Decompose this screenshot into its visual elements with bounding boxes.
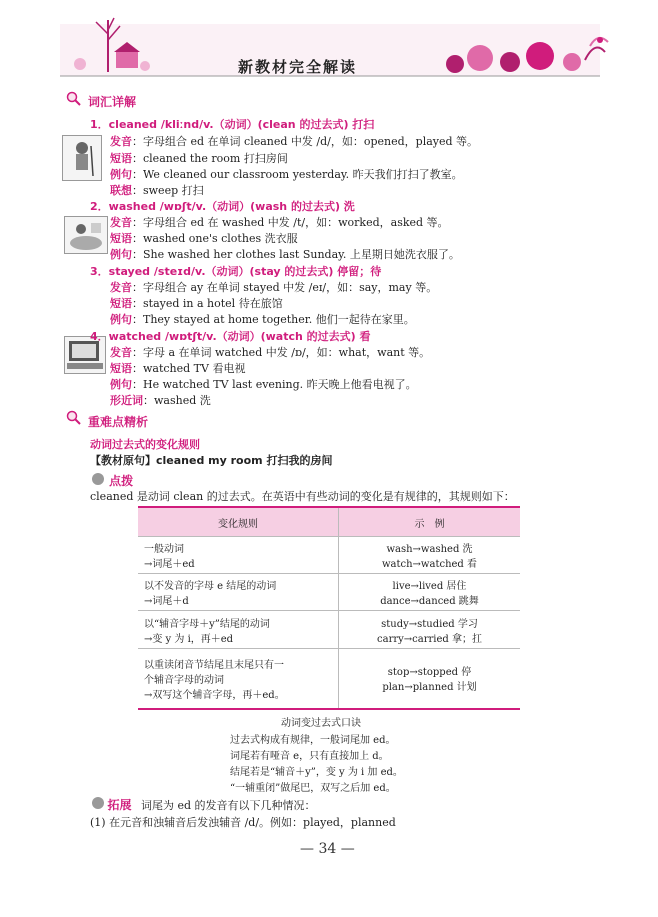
vocab-line: 短语：watched TV 看电视 <box>110 362 246 375</box>
extension-item: (1) 在元音和浊辅音后发浊辅音 /d/。例如：played，planned <box>90 816 396 829</box>
vocab-line: 发音：字母组合 ed 在 washed 中发 /t/，如：worked，asked 等。 <box>110 216 449 229</box>
tip-badge-icon <box>92 473 104 485</box>
vocab-line: 例句：They stayed at home together. 他们一起待在家里。 <box>110 313 415 326</box>
rhyme-title: 动词变过去式口诀 <box>281 718 361 729</box>
table-row: 以“辅音字母＋y”结尾的动词 →变 y 为 i，再＋ed study→studied 学习 carry→carried 拿；扛 <box>138 611 520 649</box>
vocab-line: 例句：She washed her clothes last Sunday. 上星期日她洗衣服了。 <box>110 248 460 261</box>
page-number: — 34 — <box>300 841 355 857</box>
vocab-entry-head: 1．cleaned /kliːnd/v.（动词）(clean 的过去式) 打扫 <box>90 118 375 131</box>
vocab-line: 发音：字母 a 在单词 watched 中发 /ɒ/，如：what，want 等。 <box>110 346 431 359</box>
extension-heading: 拓展 词尾为 ed 的发音有以下几种情况： <box>92 796 316 813</box>
header-title: 新教材完全解读 <box>238 58 358 76</box>
rhyme-line: 词尾若有哑音 e，只有直接加上 d。 <box>230 751 389 762</box>
vocab-entry-head: 3．stayed /steɪd/v.（动词）(stay 的过去式) 停留；待 <box>90 265 382 278</box>
section-title-key: 重难点精析 <box>88 415 149 429</box>
page-header <box>0 0 658 92</box>
table-row: 一般动词 →词尾＋ed wash→washed 洗 watch→watched 看 <box>138 537 520 574</box>
header-decoration-icon <box>0 0 658 92</box>
extension-badge-icon <box>92 797 104 809</box>
section-title-vocab: 词汇详解 <box>88 95 137 109</box>
magnifier-icon <box>66 410 82 426</box>
vocab-line: 短语：stayed in a hotel 待在旅馆 <box>110 297 283 310</box>
source-sentence: 【教材原句】cleaned my room 打扫我的房间 <box>90 454 333 467</box>
magnifier-icon <box>66 91 82 107</box>
table-header: 示 例 <box>339 507 521 537</box>
table-row: 以重读闭音节结尾且末尾只有一 个辅音字母的动词 →双写这个辅音字母，再＋ed。 stop→stopped 停 plan→planned 计划 <box>138 649 520 709</box>
key-subtitle: 动词过去式的变化规则 <box>90 438 200 451</box>
vocab-line: 短语：washed one's clothes 洗衣服 <box>110 232 298 245</box>
vocab-line: 形近词：washed 洗 <box>110 394 211 407</box>
rhyme-line: 过去式构成有规律，一般词尾加 ed。 <box>230 735 396 746</box>
vocab-entry-head: 2．washed /wɒʃt/v.（动词）(wash 的过去式) 洗 <box>90 200 355 213</box>
tip-text: cleaned 是动词 clean 的过去式。在英语中有些动词的变化是有规律的，其规则如下： <box>90 490 515 503</box>
tip-heading: 点拨 <box>92 470 133 489</box>
vocab-line: 例句：We cleaned our classroom yesterday. 昨天我们打扫了教室。 <box>110 168 463 181</box>
cleaning-illustration <box>62 135 102 181</box>
rhyme-line: “一辅重闭”做尾巴，双写之后加 ed。 <box>230 783 396 794</box>
vocab-line: 短语：cleaned the room 打扫房间 <box>110 152 288 165</box>
rules-table <box>138 506 520 710</box>
vocab-line: 发音：字母组合 ay 在单词 stayed 中发 /eɪ/，如：say，may 等。 <box>110 281 438 294</box>
vocab-line: 例句：He watched TV last evening. 昨天晚上他看电视了。 <box>110 378 417 391</box>
vocab-line: 联想：sweep 打扫 <box>110 184 204 197</box>
washing-illustration <box>64 216 108 254</box>
table-row: 以不发音的字母 e 结尾的动词 →词尾＋d live→lived 居住 dance→danced 跳舞 <box>138 574 520 611</box>
vocab-entry-head: 4．watched /wɒtʃt/v.（动词）(watch 的过去式) 看 <box>90 330 371 343</box>
rhyme-line: 结尾若是“辅音＋y”，变 y 为 i 加 ed。 <box>230 767 403 778</box>
vocab-line: 发音：字母组合 ed 在单词 cleaned 中发 /d/，如：opened，played 等。 <box>110 135 479 148</box>
table-header: 变化规则 <box>138 507 339 537</box>
